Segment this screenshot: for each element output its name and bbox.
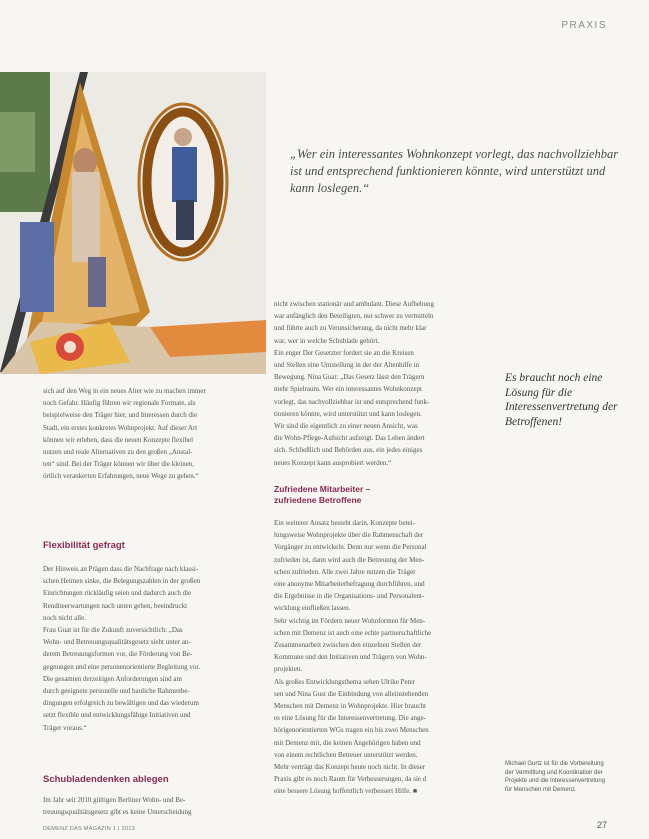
text-line: und Stellen eine Umstellung in der der Altenhilfe in — [274, 361, 420, 370]
text-line: Wir sind die eigentlich zu einer neuen Ansicht, was — [274, 422, 418, 431]
text-line: nutzen und reale Alternativen zu den großen „Anstal- — [43, 448, 193, 457]
text-line: dingungen erfolgreich zu bewältigen und das wiederum — [43, 699, 199, 708]
text-line: örtlich verankerten Erfahrungen, neue Wege zu gehen.“ — [43, 472, 199, 481]
text-line: Vorgänger zu entwickeln. Denn nur wenn die Personal — [274, 543, 427, 552]
text-line: beispielweise den Träger hier, und Interessen durch die — [43, 411, 198, 420]
text-line: zufrieden ist, dann wird auch die Betreuung der Men- — [274, 555, 425, 564]
heading-schubladendenken: Schubladendenken ablegen — [43, 774, 169, 785]
footer-publication: DEMENZ DAS MAGAZIN 1 | 2013 — [43, 826, 136, 832]
text-line: war, wer in welche Schublade gehört. — [274, 336, 380, 345]
text-line: setzt flexible und entwicklungsfähige Initiativen und — [43, 711, 191, 720]
text-line: Menschen mit Demenz in Wohnprojekte. Hier braucht — [274, 702, 426, 711]
heading-flexibility: Flexibilität gefragt — [43, 540, 125, 551]
left-column-intro — [43, 386, 265, 484]
text-line: Als großes Entwicklungsthema sehen Ulrike Peter — [274, 677, 415, 686]
text-line: vorlegt, das nachvollziehbar ist und entsprechend funk- — [274, 397, 430, 406]
text-line: Zusammenarbeit zwischen den einzelnen Stellen der — [274, 641, 422, 650]
text-line: können wir erleben, dass die neuen Konzepte flexibel — [43, 435, 194, 444]
section-label: PRAXIS — [561, 20, 607, 31]
text-line: mehr Spielraum. Wer ein interessantes Wohnkonzept — [274, 385, 422, 394]
text-line: Praxis gibt es noch Raum für Verbesserungen, da sie d — [274, 775, 427, 784]
left-column-section-2 — [43, 795, 265, 819]
text-line: sich. Schließlich und Behörden aus, ein jedes einiges — [274, 446, 423, 455]
right-column-top — [274, 299, 496, 470]
pull-quote: „Wer ein interessantes Wohnkonzept vorlegt, das nachvollziehbar ist und entsprechend funktionieren könnte, wird unterstützt und kann loslegen.“ — [290, 147, 619, 195]
text-line: tionieren könnte, wird unterstützt und kann loslegen. — [274, 409, 422, 418]
text-line: die Wohn-Pflege-Aufsicht aufzeigt. Das Leben ändert — [274, 434, 425, 443]
photo-caption: Michael Gurtz ist für die Vorbereitung der Vermittlung und Koordination der Projekte und die Interessenvertretung für Menschen mit Demenz. — [505, 761, 606, 793]
right-column-body — [274, 518, 496, 799]
text-line: die Ergebnisse in die Organisations- und Personalent- — [274, 592, 425, 601]
text-line: Einrichtungen rückläufig seien und dadurch auch die — [43, 589, 192, 598]
text-line: sich auf den Weg in ein neues Alter wie zu machen immer — [43, 387, 206, 395]
text-line: Frau Guat ist für die Zukunft zuversichtlich: „Das — [43, 626, 183, 635]
text-line: Sehr wichtig im Fördern neuer Wohnformen für Men- — [274, 616, 426, 625]
photo-illustration — [0, 72, 266, 374]
article-photo — [0, 72, 266, 374]
text-line: Die gesamten derzeitigen Anforderungen sind am — [43, 674, 182, 683]
text-line: eine bessere Lösung hoffentlich verbessert Hilfe. ■ — [274, 787, 418, 796]
text-line: gegnungen und eine personenorientierte Begleitung vor. — [43, 662, 201, 671]
text-line: Stadt, ein erstes konkretes Wohnprojekt. Auf dieser Art — [43, 423, 198, 432]
page-number: 27 — [596, 820, 607, 830]
text-line: mit Demenz mit, die keinen Angehörigen haben und — [274, 738, 421, 747]
text-line: eine anonyme Mitarbeiterbefragung durchführen, und — [274, 580, 425, 589]
text-line: hörigenorientierten WGs tragen ein bis zwei Menschen — [274, 726, 429, 735]
text-line: Bewegung. Nina Guat: „Das Gesetz lässt den Trägern — [274, 373, 425, 382]
text-line: schen zufrieden. Alle zwei Jahre nutzen die Träger — [274, 567, 416, 576]
text-line: es eine Lösung für die Interessenvertretung. Die ange- — [274, 714, 426, 723]
text-line: war anfänglich den Beteiligten, nur schwer zu vermitteln — [274, 312, 434, 321]
text-line: sen und Nina Gust die Einbindung von alleinstehenden — [274, 689, 429, 698]
text-line: Ein weiterer Ansatz besteht darin, Konzepte betei- — [274, 519, 415, 527]
text-line: Kommune und den Initiativen und Trägern von Wohn- — [274, 653, 427, 662]
text-line: schen mit Demenz ist auch eine echte partnerschaftliche — [274, 628, 432, 637]
text-line: noch Gefahr. Häufig führen wir regionale Formate, als — [43, 399, 196, 408]
text-line: nicht zwischen stationär und ambulant. Diese Aufhebung — [274, 300, 434, 308]
text-line: ten“ sind. Bei der Träger können wir über die kleinen, — [43, 460, 195, 469]
text-line: und führte auch zu Verunsicherung, da nicht mehr klar — [274, 324, 427, 333]
text-line: Wohn- und Betreuungsqualitätsgesetz sieht unter an- — [43, 638, 191, 647]
text-line: lungsweise Wohnprojekte über die Rahmenschaft der — [274, 531, 424, 540]
text-line: Renditeerwartungen nach unten gehen, beeindruckt — [43, 601, 188, 610]
text-line: noch nicht alle. — [43, 613, 86, 622]
text-line: Im Jahr seit 2010 gültigen Berliner Wohn- und Be- — [43, 796, 186, 804]
text-line: treuungsqualitätsgesetz gibt es keine Unterscheidung — [43, 808, 192, 817]
text-line: schen Heimen sinke, die Belegungszahlen in der großen — [43, 577, 201, 586]
text-line: wicklung einfließen lassen. — [274, 604, 351, 613]
text-line: derem Betreuungsformen vor, die Förderung von Be- — [43, 650, 193, 659]
left-column-section-1 — [43, 564, 265, 735]
text-line: Mehr verträgt das Konzept heute noch nicht. In dieser — [274, 763, 426, 772]
text-line: neues Konzept kann ausprobiert werden.“ — [274, 458, 392, 467]
text-line: projekten. — [274, 665, 303, 674]
text-line: von einem rechtlichen Betreuer unterstützt werden. — [274, 750, 418, 759]
side-quote: Es braucht noch eine Lösung für die Interessenvertretung der Betroffenen! — [505, 372, 618, 428]
heading-zufriedene: Zufriedene Mitarbeiter – zufriedene Betroffene — [274, 484, 371, 505]
text-line: Träger voraus.“ — [43, 723, 87, 732]
text-line: Der Hinweis an Prägen dass die Nachfrage nach klassi- — [43, 565, 199, 573]
text-line: durch geeignete personelle und bauliche Rahmenbe- — [43, 687, 190, 696]
text-line: Ein enger Der Gesetzter fordert sie an die Kreisen — [274, 348, 414, 357]
